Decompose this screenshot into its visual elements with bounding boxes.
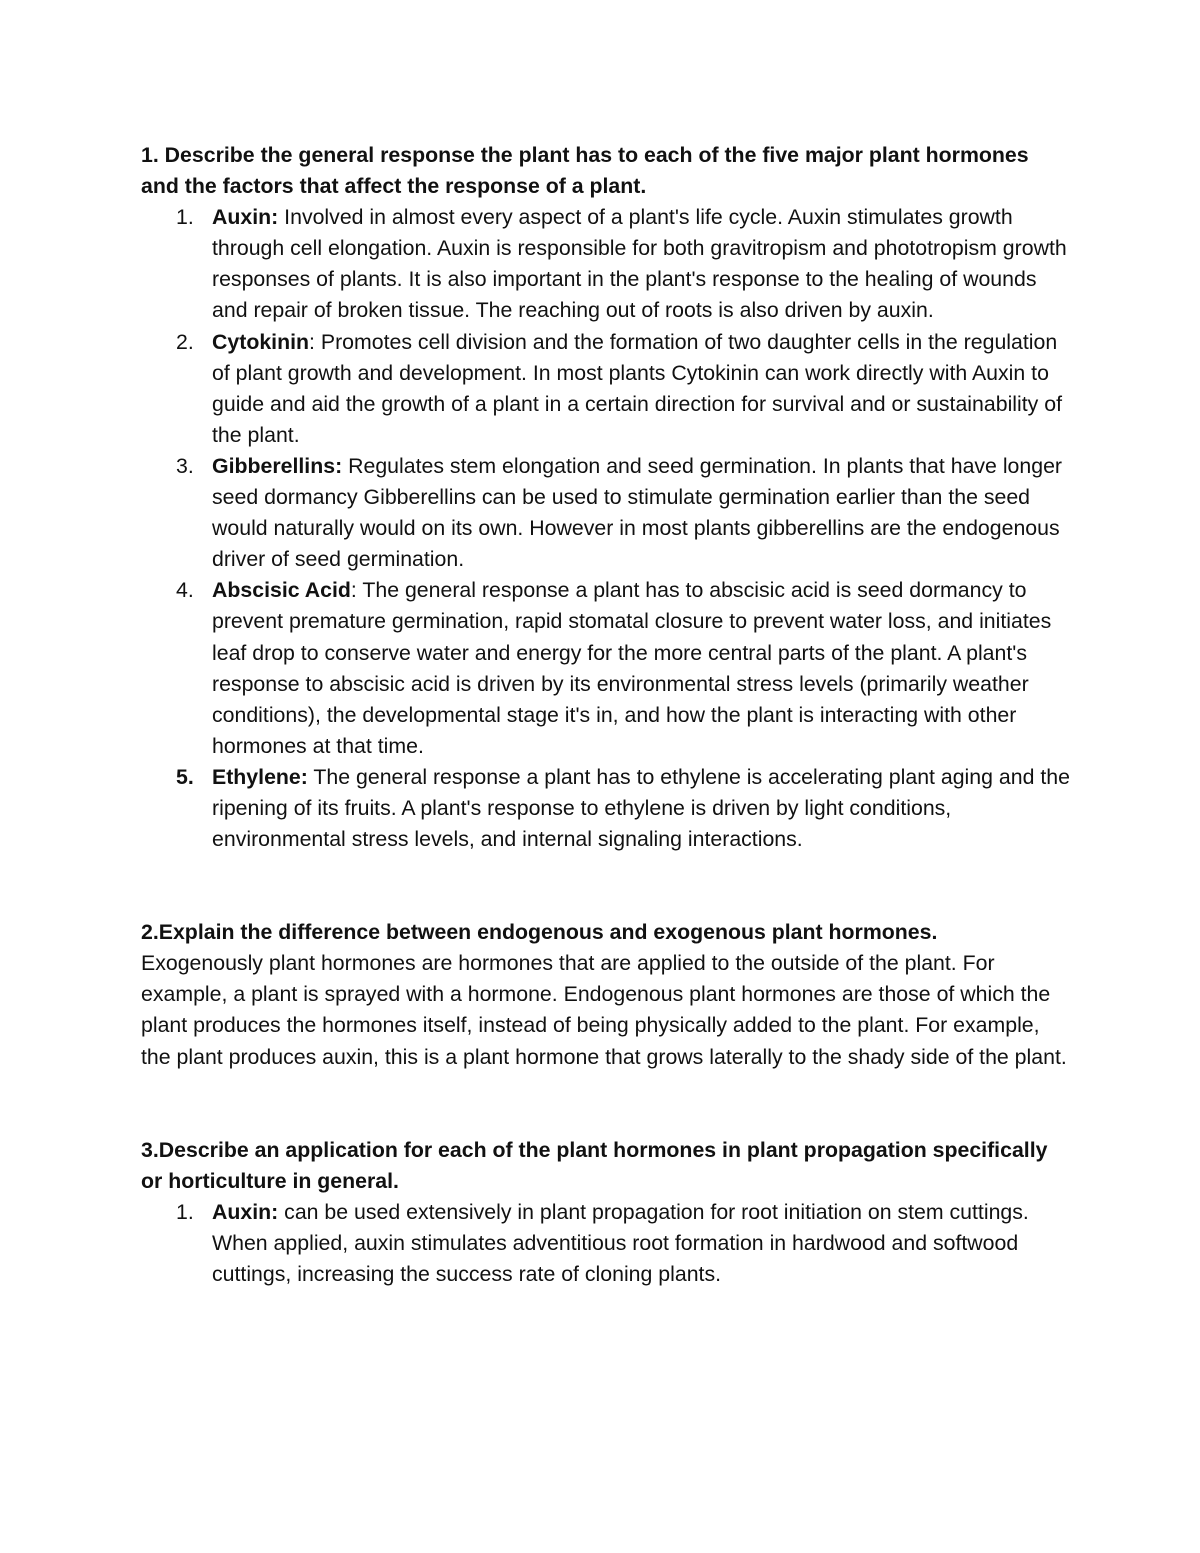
hormone-term: Abscisic Acid (212, 578, 351, 603)
hormone-term: Gibberellins: (212, 453, 343, 478)
list-number: 3. (176, 453, 194, 478)
hormone-description: Involved in almost every aspect of a plant's life cycle. Auxin stimulates growth through cell elongation. Auxin is responsible for both gravitropism and phototropism growth responses of plants. It is also important in the plant's response to the healing of wounds and repair of broken tissue. The reaching out of roots is also driven by auxin. (212, 205, 1067, 323)
document-page (141, 140, 1071, 1290)
section-spacer (141, 1073, 1071, 1135)
list-item (141, 451, 1071, 575)
question-1-list (141, 202, 1071, 855)
list-item (141, 327, 1071, 451)
question-2-heading: 2.Explain the difference between endogenous and exogenous plant hormones. (141, 920, 938, 945)
hormone-term: Auxin: (212, 1199, 279, 1224)
section-spacer (141, 855, 1071, 917)
question-2-answer: Exogenously plant hormones are hormones that are applied to the outside of the plant. For example, a plant is sprayed with a hormone. Endogenous plant hormones are those of which the plant produces the hormones itself, instead of being physically added to the plant. For example, the plant produces auxin, this is a plant hormone that grows laterally to the shady side of the plant. (141, 951, 1067, 1069)
hormone-term: Auxin: (212, 205, 279, 230)
list-number: 5. (176, 764, 194, 789)
hormone-description: can be used extensively in plant propagation for root initiation on stem cuttings. When applied, auxin stimulates adventitious root formation in hardwood and softwood cuttings, increasing the success rate of cloning plants. (212, 1199, 1029, 1286)
question-1-heading: 1. Describe the general response the plant has to each of the five major plant hormones and the factors that affect the response of a plant. (141, 143, 1029, 199)
list-item (141, 202, 1071, 326)
question-3-list (141, 1197, 1071, 1290)
hormone-term: Ethylene: (212, 764, 308, 789)
hormone-description: : Promotes cell division and the formation of two daughter cells in the regulation of plant growth and development. In most plants Cytokinin can work directly with Auxin to guide and aid the growth of a plant in a certain direction for survival and or sustainability of the plant. (212, 329, 1063, 447)
list-number: 1. (176, 205, 194, 230)
list-item (141, 575, 1071, 762)
list-item (141, 762, 1071, 855)
hormone-description: Regulates stem elongation and seed germination. In plants that have longer seed dormancy Gibberellins can be used to stimulate germination earlier than the seed would naturally would on its own. However in most plants gibberellins are the endogenous driver of seed germination. (212, 453, 1063, 572)
hormone-description: The general response a plant has to ethylene is accelerating plant aging and the ripening of its fruits. A plant's response to ethylene is driven by light conditions, environmental stress levels, and internal signaling interactions. (212, 764, 1070, 852)
list-number: 1. (176, 1199, 194, 1224)
hormone-term: Cytokinin (212, 329, 310, 354)
list-item (141, 1197, 1071, 1290)
question-3-heading: 3.Describe an application for each of the plant hormones in plant propagation specifically or horticulture in general. (141, 1137, 1048, 1193)
list-number: 2. (176, 329, 194, 354)
list-number: 4. (176, 578, 194, 603)
hormone-description: : The general response a plant has to abscisic acid is seed dormancy to prevent premature germination, rapid stomatal closure to prevent water loss, and initiates leaf drop to conserve water and energy for the more central parts of the plant. A plant's response to abscisic acid is driven by its environmental stress levels (primarily weather conditions), the developmental stage it's in, and how the plant is interacting with other hormones at that time. (212, 578, 1052, 758)
